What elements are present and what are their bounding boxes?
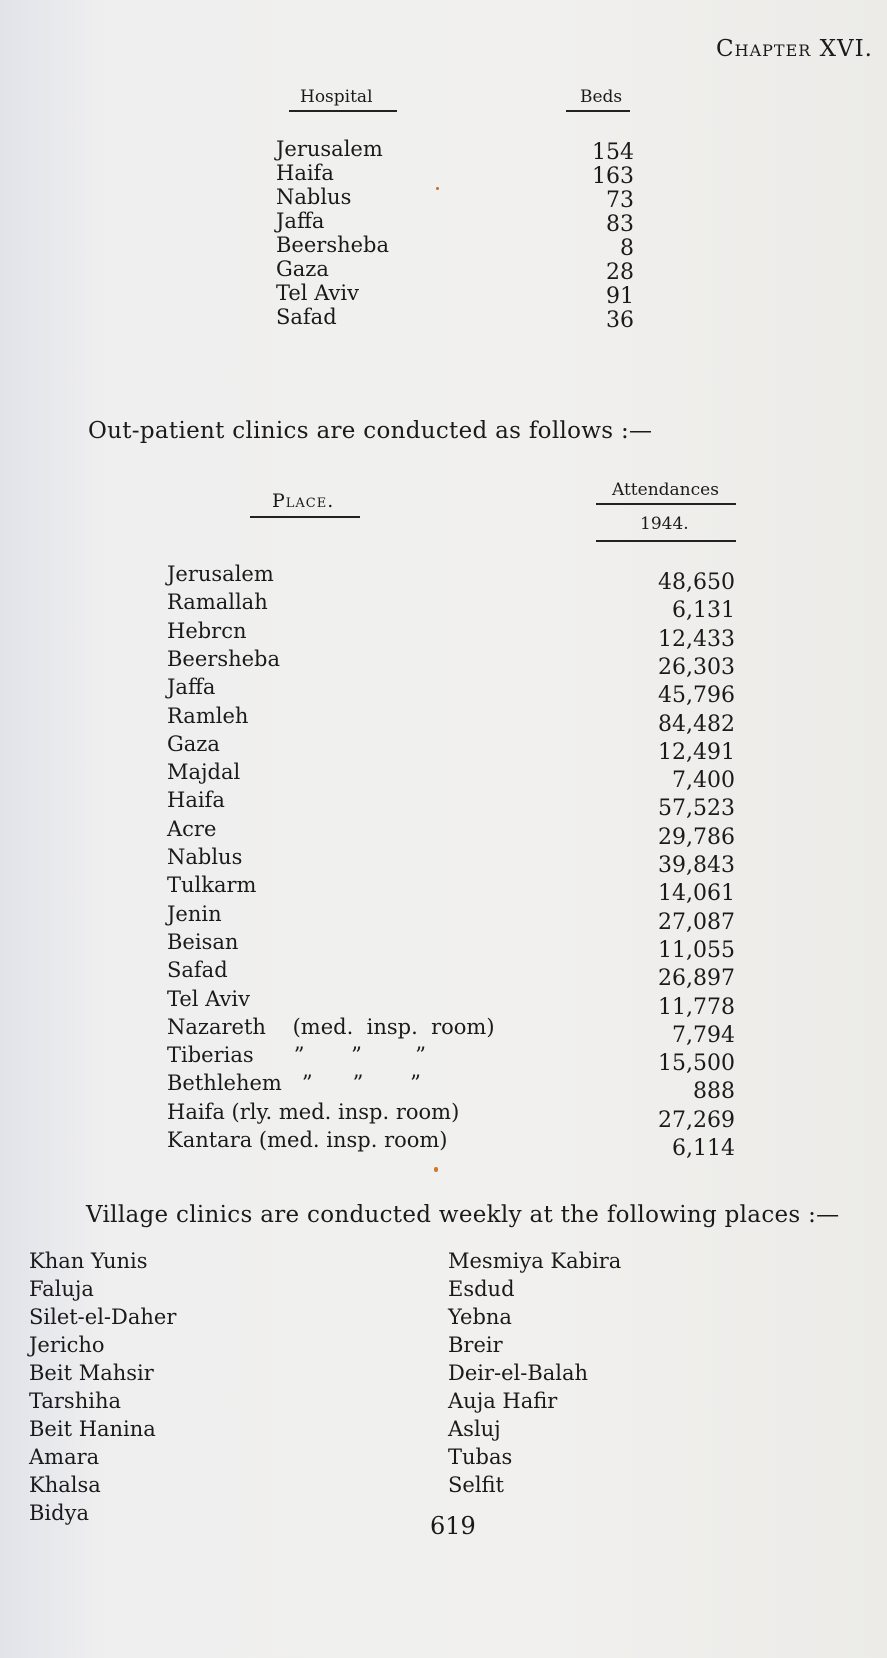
village-name: Deir-el-Balah [448, 1361, 589, 1385]
clinic-attendance: 27,087 [658, 909, 735, 935]
clinic-attendance: 29,786 [658, 824, 735, 850]
hospital-name: Jerusalem [276, 137, 383, 161]
village-name: Amara [29, 1445, 100, 1469]
village-name: Beit Hanina [29, 1417, 156, 1441]
clinic-place: Jenin [167, 901, 222, 926]
clinic-attendance: 12,491 [658, 739, 735, 765]
beds-column-header: Beds [580, 87, 623, 107]
clinic-place: Beisan [167, 929, 239, 954]
clinic-place: Hebrcn [167, 618, 247, 643]
hospital-beds: 83 [606, 212, 634, 237]
clinic-attendance: 48,650 [658, 570, 735, 595]
clinic-attendance: 12,433 [658, 626, 735, 652]
clinic-place: Kantara (med. insp. room) [167, 1128, 448, 1152]
village-name: Mesmiya Kabira [448, 1249, 622, 1273]
clinic-attendance: 888 [693, 1079, 735, 1105]
hospital-header-rule [289, 110, 397, 112]
hospital-name: Jaffa [276, 209, 325, 233]
village-intro: Village clinics are conducted weekly at the following places :— [86, 1202, 840, 1228]
village-name: Tarshiha [29, 1389, 121, 1413]
hospital-beds: 163 [592, 164, 634, 189]
village-name: Bidya [29, 1501, 89, 1525]
outpatient-intro: Out-patient clinics are conducted as follows :— [88, 418, 653, 444]
clinic-place: Tel Aviv [167, 986, 250, 1011]
chapter-heading: Chapter XVI. [716, 36, 873, 62]
clinic-attendance: 45,796 [658, 683, 735, 709]
year-column-header: 1944. [640, 514, 689, 534]
ink-mark [436, 187, 439, 190]
clinic-place: Jerusalem [167, 562, 274, 586]
village-name: Silet-el-Daher [29, 1305, 177, 1329]
hospital-name: Nablus [276, 185, 352, 209]
clinic-attendance: 7,400 [672, 768, 735, 794]
place-header-rule [250, 516, 360, 518]
clinic-attendance: 27,269 [658, 1107, 735, 1133]
clinic-place: Jaffa [167, 675, 216, 700]
clinic-place: Haifa (rly. med. insp. room) [167, 1099, 460, 1124]
clinic-place: Ramleh [167, 703, 249, 728]
hospital-beds: 28 [606, 260, 634, 285]
ink-mark [434, 1167, 438, 1172]
clinic-place: Nazareth (med. insp. room) [167, 1014, 495, 1039]
clinic-place: Safad [167, 958, 228, 983]
village-name: Tubas [448, 1445, 513, 1469]
clinic-place: Haifa [167, 788, 225, 813]
year-header-rule [596, 540, 736, 542]
clinic-place: Acre [167, 816, 217, 841]
village-name: Jericho [29, 1333, 105, 1357]
hospital-beds: 73 [606, 188, 634, 213]
village-name: Khalsa [29, 1473, 101, 1497]
attendances-header-rule [596, 503, 736, 505]
clinic-attendance: 11,778 [658, 994, 735, 1020]
hospital-name: Tel Aviv [276, 281, 359, 305]
clinic-place: Bethlehem ” ” ” [167, 1071, 421, 1096]
clinic-place: Beersheba [167, 646, 281, 671]
hospital-beds: 154 [592, 140, 634, 165]
clinic-attendance: 14,061 [658, 881, 735, 907]
hospital-beds: 91 [606, 284, 634, 309]
hospital-name: Safad [276, 305, 337, 329]
village-name: Khan Yunis [29, 1249, 148, 1273]
clinic-attendance: 39,843 [658, 853, 735, 878]
hospital-column-header: Hospital [300, 87, 373, 107]
clinic-place: Nablus [167, 845, 243, 869]
village-name: Faluja [29, 1277, 94, 1301]
clinic-attendance: 57,523 [658, 796, 735, 822]
page-number: 619 [430, 1512, 476, 1540]
clinic-attendance: 84,482 [658, 711, 735, 737]
clinic-attendance: 15,500 [658, 1051, 735, 1077]
clinic-attendance: 6,131 [672, 598, 735, 624]
clinic-place: Gaza [167, 731, 220, 756]
village-name: Selfit [448, 1473, 504, 1497]
clinic-attendance: 26,897 [658, 966, 735, 992]
clinic-place: Ramallah [167, 590, 268, 615]
village-name: Breir [448, 1333, 503, 1357]
clinic-attendance: 6,114 [672, 1136, 735, 1161]
village-name: Yebna [448, 1305, 512, 1329]
clinic-attendance: 11,055 [658, 937, 735, 963]
hospital-beds: 8 [620, 236, 634, 261]
clinic-place: Tiberias ” ” ” [167, 1043, 427, 1068]
village-name: Asluj [448, 1417, 501, 1441]
place-column-header: Place. [272, 490, 335, 512]
clinic-place: Majdal [167, 760, 241, 785]
village-name: Beit Mahsir [29, 1361, 154, 1385]
attendances-column-header: Attendances [612, 480, 719, 500]
hospital-beds: 36 [606, 308, 634, 333]
clinic-place: Tulkarm [167, 873, 257, 898]
clinic-attendance: 26,303 [658, 654, 735, 680]
hospital-name: Beersheba [276, 233, 390, 257]
clinic-attendance: 7,794 [672, 1022, 735, 1048]
hospital-name: Haifa [276, 161, 334, 185]
village-name: Esdud [448, 1277, 515, 1301]
village-name: Auja Hafir [448, 1389, 558, 1413]
hospital-name: Gaza [276, 257, 329, 281]
beds-header-rule [566, 110, 630, 112]
